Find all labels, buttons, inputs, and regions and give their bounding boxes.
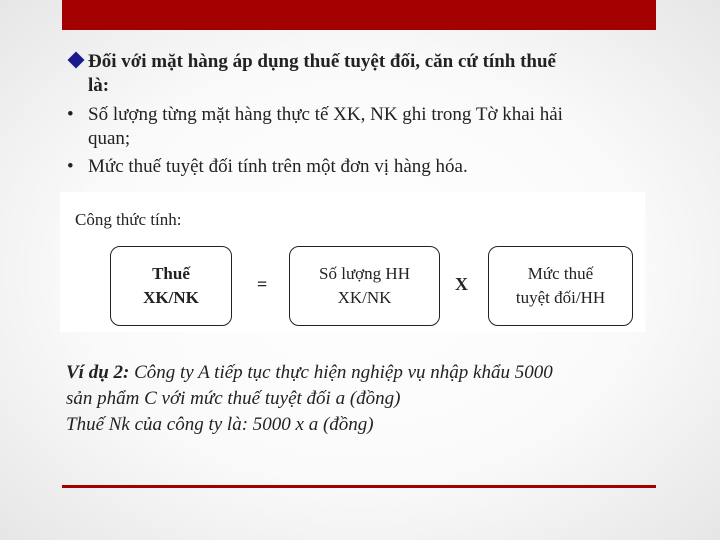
section-heading [64,50,664,98]
bottom-accent-line [62,485,656,488]
formula-box-tax-line2: XK/NK [143,288,199,307]
bullet-dot-icon: • [67,156,74,177]
bullet-dot-icon: • [67,104,74,125]
example-label: Ví dụ 2: [66,362,130,383]
formula-box-quantity [289,246,440,326]
formula-box-tax-line1: Thuế [152,264,190,283]
bullet-text-cont: quan; [88,128,131,149]
bullet-text: Mức thuế tuyệt đối tính trên một đơn vị hàng hóa. [88,156,468,177]
equals-sign: = [257,274,268,294]
formula-box-rate-line1: Mức thuế [527,264,594,283]
diamond-bullet-icon [68,52,85,69]
formula-box-quantity-line1: Số lượng HH [319,264,410,283]
multiply-sign: X [455,274,468,294]
formula-label: Công thức tính: [75,210,182,229]
formula-box-rate-line2: tuyệt đối/HH [515,288,606,307]
list-item [64,103,664,151]
bullet-text: Số lượng từng mặt hàng thực tế XK, NK ghi trong Tờ khai hải [88,104,563,125]
example-line-1: Công ty A tiếp tục thực hiện nghiệp vụ nhập khẩu 5000 [129,362,553,383]
top-accent-bar [62,0,656,30]
list-item [64,155,664,179]
bullet-list [64,103,664,183]
formula-panel [60,192,645,332]
heading-line-1: Đối với mặt hàng áp dụng thuế tuyệt đối, căn cứ tính thuế [88,51,556,72]
formula-box-tax [110,246,232,326]
example-line-2: sản phẩm C với mức thuế tuyệt đối a (đồng) [66,388,401,409]
example-text [66,360,666,438]
example-line-3: Thuế Nk của công ty là: 5000 x a (đồng) [66,414,374,435]
formula-box-quantity-line2: XK/NK [337,288,392,307]
formula-box-rate [488,246,633,326]
heading-line-2: là: [88,75,110,96]
